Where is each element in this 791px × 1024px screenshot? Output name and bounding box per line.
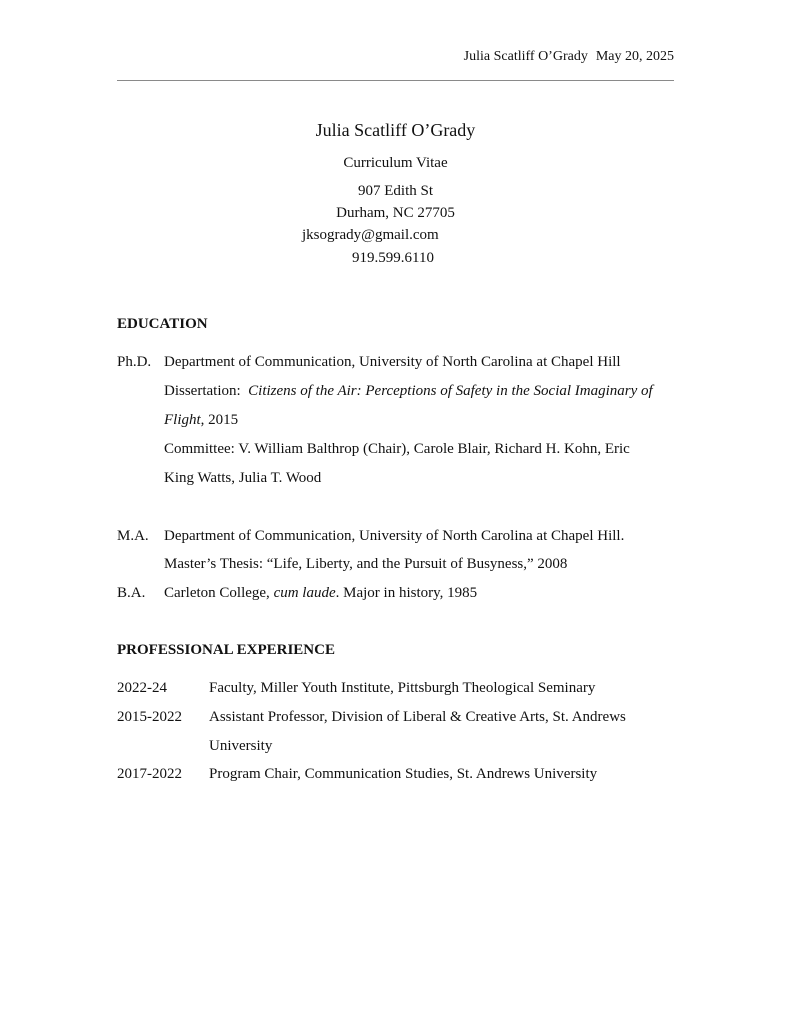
experience-role: Faculty, Miller Youth Institute, Pittsburgh Theological Seminary	[209, 680, 596, 696]
ma-institution: Department of Communication, University of North Carolina at Chapel Hill.	[164, 528, 625, 544]
running-header	[464, 49, 674, 65]
ba-honors: cum laude	[273, 585, 336, 601]
phd-committee: Committee: V. William Balthrop (Chair), Carole Blair, Richard H. Kohn, Eric	[164, 441, 630, 457]
ba-label: B.A.	[117, 585, 146, 601]
dissertation-year: , 2015	[200, 412, 239, 428]
dissertation-title: Citizens of the Air: Perceptions of Safety in the Social Imaginary of	[248, 383, 653, 399]
phd-institution: Department of Communication, University of North Carolina at Chapel Hill	[164, 354, 621, 370]
address-city: Durham, NC 27705	[336, 205, 455, 221]
phone: 919.599.6110	[352, 250, 434, 266]
phd-dissertation	[164, 383, 653, 400]
address-street: 907 Edith St	[357, 183, 433, 199]
header-divider	[117, 80, 674, 81]
phd-committee-cont: King Watts, Julia T. Wood	[164, 470, 322, 486]
experience-role: Assistant Professor, Division of Liberal & Creative Arts, St. Andrews	[209, 709, 626, 725]
experience-years: 2015-2022	[117, 709, 182, 725]
experience-heading: PROFESSIONAL EXPERIENCE	[117, 642, 335, 658]
ba-entry	[164, 585, 477, 602]
header-date: May 20, 2025	[595, 49, 674, 64]
header-author: Julia Scatliff O’Grady	[463, 49, 588, 64]
experience-role-cont: University	[209, 738, 273, 754]
ma-label: M.A.	[117, 528, 149, 544]
dissertation-label: Dissertation:	[164, 383, 241, 399]
experience-years: 2022-24	[117, 680, 167, 696]
dissertation-title-cont: Flight	[164, 412, 201, 428]
email: jksogrady@gmail.com	[302, 227, 439, 243]
cv-subtitle: Curriculum Vitae	[343, 155, 448, 171]
cv-name: Julia Scatliff O’Grady	[315, 120, 476, 140]
education-heading: EDUCATION	[117, 316, 208, 332]
ba-school: Carleton College,	[164, 585, 274, 601]
experience-years: 2017-2022	[117, 766, 182, 782]
phd-label: Ph.D.	[117, 354, 152, 370]
ba-major: . Major in history, 1985	[335, 585, 478, 601]
experience-role: Program Chair, Communication Studies, St. Andrews University	[209, 766, 598, 782]
ma-thesis: Master’s Thesis: “Life, Liberty, and the Pursuit of Busyness,” 2008	[164, 556, 568, 572]
phd-dissertation-cont	[164, 412, 238, 429]
